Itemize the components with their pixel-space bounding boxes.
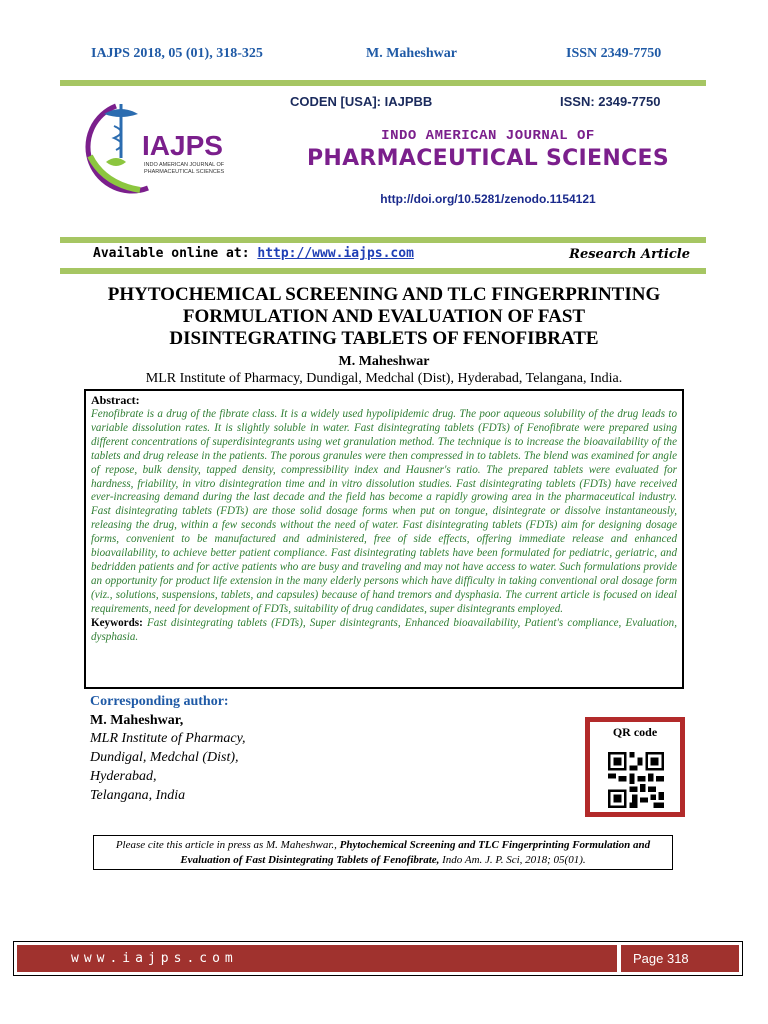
abstract-box [84,389,684,689]
title-line-1: PHYTOCHEMICAL SCREENING AND TLC FINGERPRINTING [107,284,661,305]
article-affiliation: MLR Institute of Pharmacy, Dundigal, Medchal (Dist), Hyderabad, Telangana, India. [145,371,623,386]
citation-suffix: Indo Am. J. P. Sci, 2018; 05(01). [439,854,586,866]
keywords-label: Keywords: [91,616,143,629]
footer-page-number: Page 318 [621,945,739,972]
keywords [91,617,677,645]
qr-code-box [585,717,685,817]
corresponding-line-3: Hyderabad, [90,769,157,784]
corresponding-heading: Corresponding author: [90,694,229,709]
article-author: M. Maheshwar [338,354,430,369]
article-type: Research Article [569,247,690,262]
running-header-citation: IAJPS 2018, 05 (01), 318-325 [91,46,263,61]
running-header-author: M. Maheshwar [366,46,457,61]
qr-code-label: QR code [612,725,658,739]
running-header-issn: ISSN 2349-7750 [566,46,662,61]
masthead-rule-bottom [60,268,706,274]
corresponding-line-2: Dundigal, Medchal (Dist), [90,750,239,765]
doi-link[interactable]: http://doi.org/10.5281/zenodo.1154121 [380,192,596,206]
masthead-rule-top [60,237,706,243]
citation-title: Phytochemical Screening and TLC Fingerprinting Formulation and Evaluation of Fast Disintegrating Tablets of Fenofibrate, [180,839,651,866]
masthead-issn: ISSN: 2349-7750 [560,94,661,109]
keywords-list: Fast disintegrating tablets (FDTs), Super disintegrants, Enhanced bioavailability, Patient's compliance, Evaluation, dysphasia. [91,616,677,643]
page-footer [13,941,743,976]
title-line-2: FORMULATION AND EVALUATION OF FAST [182,306,586,327]
header-rule [60,80,706,86]
coden: CODEN [USA]: IAJPBB [290,94,433,109]
logo-subtitle-1: INDO AMERICAN JOURNAL OF [144,162,225,168]
article-title [60,284,708,350]
logo-subtitle-2: PHARMACEUTICAL SCIENCES [144,169,225,175]
title-line-3: DISINTEGRATING TABLETS OF FENOFIBRATE [169,328,599,349]
citation-box [93,835,673,870]
abstract-heading: Abstract: [91,393,140,407]
journal-name-line1: INDO AMERICAN JOURNAL OF [381,128,595,144]
qr-code-icon [608,752,664,808]
corresponding-line-4: Telangana, India [90,788,186,803]
corresponding-name: M. Maheshwar, [90,713,184,728]
website-link[interactable]: http://www.iajps.com [257,246,414,261]
journal-logo [76,96,236,196]
logo-text: IAJPS [142,130,223,161]
footer-website[interactable]: www.iajps.com [17,945,617,972]
journal-name-line2: PHARMACEUTICAL SCIENCES [306,146,670,171]
abstract-text: Fenofibrate is a drug of the fibrate class. It is a widely used hypolipidemic drug. The poor aqueous solubility of the drug leads to variable dissolution rates. It is slightly soluble in water. Fast disintegrating tablets (FDTs) of Fenofibrate were prepared using different concentrations of superdisintegrants using wet granulation method. The technique is to increase the bioavailability of the tablets and drug release in the patients. The porous granules were then compressed in to tablets. The blend was examined for angle of repose, bulk density, tapped density, compressibility index and Hausner's ratio. The prepared tablets were evaluated for hardness, friability, in vitro disintegration time and in vitro dissolution studies. Fast disintegrating tablets (FDTs) have received ever-increasing demand during the last decade and the field has become a rapidly growing area in the pharmaceutical industry. Fast disintegrating tablets (FDTs) are those solid dosage forms when put on tongue, disintegrate or dissolve instantaneously, releasing the drug, within a few seconds without the need of water. Fast disintegrating tablets (FDTs) aim for designing dosage forms, convenient to be manufactured and administered, free of side effects, offering immediate release and enhanced bioavailability, to achieve better patient compliance. Fast disintegrating tablets have been formulated for pediatric, geriatric, and bedridden patients and for active patients who are busy and traveling and may not have access to water. Such formulations provide an opportunity for product life extension in the many elderly persons which have difficulty in taking conventional oral dosage form (viz., solutions, suspensions, tablets, and capsules) because of hand tremors and dysphasia. The current article is focused on ideal requirements, need for development of FDTs, suitability of drug candidates, super disintegrants employed. [91,408,677,615]
availability-line [93,246,414,261]
corresponding-line-1: MLR Institute of Pharmacy, [90,731,246,746]
citation-prefix: Please cite this article in press as M. Maheshwar., [115,839,340,851]
availability-label: Available online at: [93,246,258,261]
